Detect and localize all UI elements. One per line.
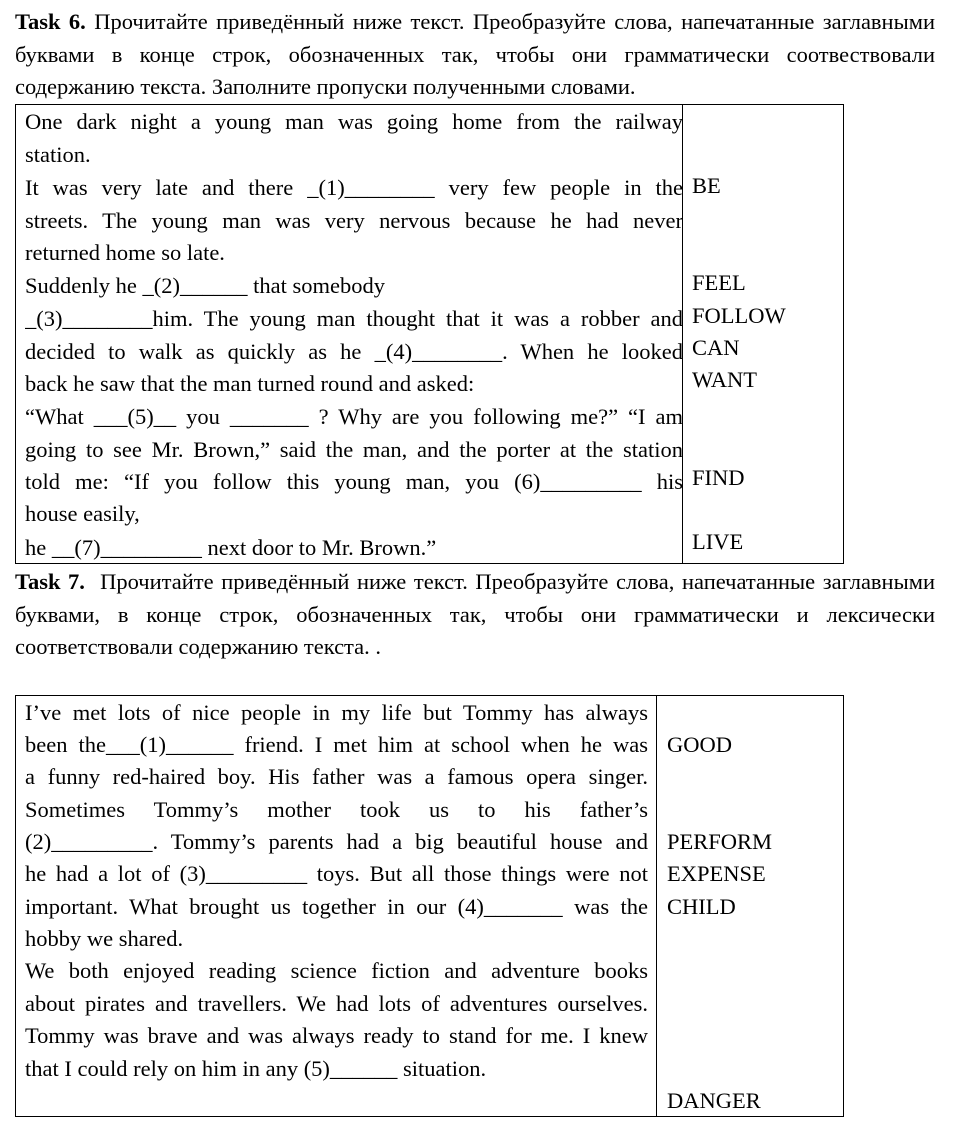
task7-instruction — [15, 566, 935, 664]
task6-line: streets. The young man was very nervous because he had never — [25, 208, 683, 233]
task6-line: One dark night a young man was going home from the railway — [25, 109, 683, 134]
task7-keyword: CHILD — [667, 894, 736, 919]
task6-keyword: WANT — [692, 367, 757, 392]
task7-line: Sometimes Tommy’s mother took us to his father’s — [25, 797, 648, 822]
task6-instruction-text: Прочитайте приведённый ниже текст. Преобразуйте слова, напечатанные заглавными буквами в конце строк, обозначенных так, чтобы они грамматически соотвествовали содержанию текста. Заполните пропуски полученными словами. — [15, 9, 935, 99]
task7-line: important. What brought us together in our (4)_______ was the — [25, 894, 648, 919]
task6-keyword: BE — [692, 173, 721, 198]
task7-line: hobby we shared. — [25, 926, 184, 951]
task6-line: _(3)________him. The young man thought that it was a robber and — [25, 306, 683, 331]
task7-line: a funny red-haired boy. His father was a famous opera singer. — [25, 764, 648, 789]
task6-heading: Task 6. — [15, 9, 86, 34]
task7-line: that I could rely on him in any (5)______ situation. — [25, 1056, 487, 1081]
task6-line: It was very late and there _(1)________ very few people in the — [25, 175, 683, 200]
task6-line: Suddenly he _(2)______ that somebody — [25, 273, 385, 298]
task6-line: told me: “If you follow this young man, you (6)_________ his — [25, 469, 683, 494]
task7-line: (2)_________. Tommy’s parents had a big beautiful house and — [25, 829, 648, 854]
task7-heading: Task 7. — [15, 569, 85, 594]
task7-keyword: DANGER — [667, 1088, 761, 1113]
task7-line: he had a lot of (3)_________ toys. But all those things were not — [25, 861, 648, 886]
task6-instruction — [15, 6, 935, 104]
task6-line: back he saw that the man turned round and asked: — [25, 371, 475, 396]
task7-line: about pirates and travellers. We had lots of adventures ourselves. — [25, 991, 648, 1016]
task7-instruction-text: Прочитайте приведённый ниже текст. Преобразуйте слова, напечатанные заглавными буквами, в конце строк, обозначенных так, чтобы они грамматически и лексически соответствовали содержанию текста. . — [15, 569, 935, 659]
task7-keyword: PERFORM — [667, 829, 773, 854]
task6-line: house easily, — [25, 501, 140, 526]
task6-keyword: FEEL — [692, 270, 746, 295]
task6-keyword: CAN — [692, 335, 740, 360]
task6-keyword: FOLLOW — [692, 303, 786, 328]
task6-keyword: LIVE — [692, 529, 744, 554]
task6-line: “What ___(5)__ you _______ ? Why are you following me?” “I am — [25, 404, 683, 429]
task6-line: returned home so late. — [25, 240, 225, 265]
task6-line: going to see Mr. Brown,” said the man, and the porter at the station — [25, 437, 683, 462]
task7-keyword: EXPENSE — [667, 861, 766, 886]
task6-line: he __(7)_________ next door to Mr. Brown.” — [25, 535, 437, 560]
task6-line: station. — [25, 142, 91, 167]
task7-keyword: GOOD — [667, 732, 732, 757]
task7-line: I’ve met lots of nice people in my life but Tommy has always — [25, 700, 648, 725]
task7-line: Tommy was brave and was always ready to stand for me. I knew — [25, 1023, 648, 1048]
task7-column-divider — [656, 696, 657, 1116]
task6-keyword: FIND — [692, 465, 745, 490]
task7-line: We both enjoyed reading science fiction and adventure books — [25, 958, 648, 983]
task6-line: decided to walk as quickly as he _(4)________. When he looked — [25, 339, 683, 364]
task7-line: been the___(1)______ friend. I met him at school when he was — [25, 732, 648, 757]
